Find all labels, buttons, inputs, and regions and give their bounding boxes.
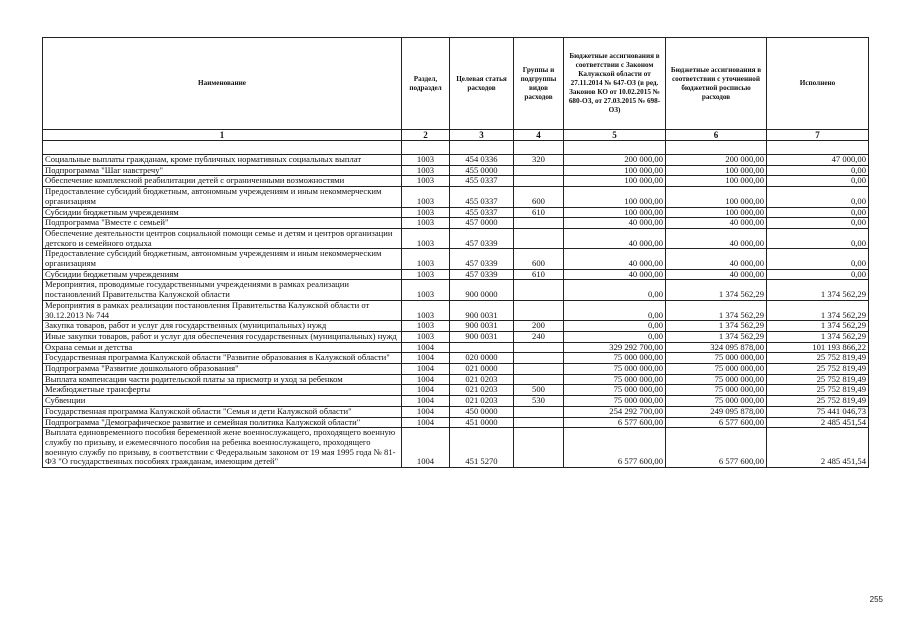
row-name: Охрана семьи и детства	[43, 342, 402, 353]
row-name: Социальные выплаты гражданам, кроме публичных нормативных социальных выплат	[43, 155, 402, 166]
row-section: 1004	[402, 374, 450, 385]
header-name: Наименование	[43, 38, 402, 130]
row-section: 1003	[402, 155, 450, 166]
row-target: 451 5270	[450, 428, 514, 468]
row-law-amount: 40 000,00	[564, 249, 666, 269]
row-name: Закупка товаров, работ и услуг для государственных (муниципальных) нужд	[43, 321, 402, 332]
column-number: 1	[43, 130, 402, 141]
table-row	[43, 300, 869, 320]
table-row	[43, 406, 869, 417]
row-refined-amount: 40 000,00	[666, 228, 767, 248]
column-number: 4	[514, 130, 564, 141]
row-section: 1003	[402, 269, 450, 280]
row-executed-amount: 0,00	[767, 249, 869, 269]
row-name: Субсидии бюджетным учреждениям	[43, 269, 402, 280]
table-row	[43, 165, 869, 176]
row-refined-amount: 1 374 562,29	[666, 331, 767, 342]
row-target: 021 0203	[450, 385, 514, 396]
row-refined-amount: 324 095 878,00	[666, 342, 767, 353]
page-number: 255	[869, 595, 883, 604]
row-name: Межбюджетные трансферты	[43, 385, 402, 396]
row-refined-amount: 1 374 562,29	[666, 300, 767, 320]
row-group	[514, 165, 564, 176]
row-group: 600	[514, 187, 564, 207]
header-row	[43, 38, 869, 130]
row-group: 530	[514, 396, 564, 407]
row-executed-amount: 1 374 562,29	[767, 321, 869, 332]
header-law: Бюджетные ассигнования в соответствии с Законом Калужской области от 27.11.2014 № 647-ОЗ (в ред. Законов КО от 10.02.2015 № 680-ОЗ, от 27.03.2015 № 698-ОЗ)	[564, 38, 666, 130]
row-section: 1003	[402, 187, 450, 207]
row-group	[514, 364, 564, 375]
row-group	[514, 417, 564, 428]
row-refined-amount: 6 577 600,00	[666, 417, 767, 428]
row-executed-amount: 0,00	[767, 187, 869, 207]
table-row	[43, 385, 869, 396]
row-name: Подпрограмма "Демографическое развитие и семейная политика Калужской области"	[43, 417, 402, 428]
row-refined-amount: 75 000 000,00	[666, 374, 767, 385]
table-row	[43, 364, 869, 375]
row-group	[514, 406, 564, 417]
row-name: Обеспечение комплексной реабилитации детей с ограниченными возможностями	[43, 176, 402, 187]
row-target: 457 0000	[450, 218, 514, 229]
row-group: 240	[514, 331, 564, 342]
row-refined-amount: 40 000,00	[666, 269, 767, 280]
row-name: Предоставление субсидий бюджетным, автономным учреждениям и иным некоммерческим организациям	[43, 187, 402, 207]
row-target: 457 0339	[450, 228, 514, 248]
row-refined-amount: 1 374 562,29	[666, 280, 767, 300]
table-row	[43, 155, 869, 166]
row-refined-amount: 100 000,00	[666, 207, 767, 218]
row-section: 1003	[402, 176, 450, 187]
row-law-amount: 40 000,00	[564, 218, 666, 229]
row-refined-amount: 75 000 000,00	[666, 364, 767, 375]
header-executed: Исполнено	[767, 38, 869, 130]
row-executed-amount: 1 374 562,29	[767, 331, 869, 342]
row-refined-amount: 1 374 562,29	[666, 321, 767, 332]
row-refined-amount: 6 577 600,00	[666, 428, 767, 468]
row-section: 1003	[402, 249, 450, 269]
row-executed-amount: 0,00	[767, 207, 869, 218]
row-law-amount: 329 292 700,00	[564, 342, 666, 353]
row-group	[514, 218, 564, 229]
row-group: 610	[514, 207, 564, 218]
row-group	[514, 228, 564, 248]
row-executed-amount: 2 485 451,54	[767, 428, 869, 468]
row-target: 900 0031	[450, 331, 514, 342]
row-target: 021 0203	[450, 396, 514, 407]
row-group	[514, 428, 564, 468]
table-row	[43, 228, 869, 248]
table-row	[43, 176, 869, 187]
table-row	[43, 218, 869, 229]
row-name: Подпрограмма "Вместе с семьей"	[43, 218, 402, 229]
row-name: Предоставление субсидий бюджетным, автономным учреждениям и иным некоммерческим организациям	[43, 249, 402, 269]
row-section: 1003	[402, 165, 450, 176]
row-target: 900 0031	[450, 300, 514, 320]
row-group	[514, 353, 564, 364]
row-executed-amount: 0,00	[767, 176, 869, 187]
row-group	[514, 342, 564, 353]
row-group	[514, 176, 564, 187]
row-name: Подпрограмма "Шаг навстречу"	[43, 165, 402, 176]
row-name: Подпрограмма "Развитие дошкольного образования"	[43, 364, 402, 375]
column-number: 7	[767, 130, 869, 141]
row-refined-amount: 75 000 000,00	[666, 385, 767, 396]
row-section: 1004	[402, 342, 450, 353]
column-number: 3	[450, 130, 514, 141]
table-row	[43, 342, 869, 353]
table-row	[43, 207, 869, 218]
table-row	[43, 280, 869, 300]
row-name: Государственная программа Калужской области "Развитие образования в Калужской области"	[43, 353, 402, 364]
row-section: 1003	[402, 228, 450, 248]
row-target: 457 0339	[450, 269, 514, 280]
table-row	[43, 417, 869, 428]
column-number: 2	[402, 130, 450, 141]
header-refined: Бюджетные ассигнования в соответствии с уточненной бюджетной росписью расходов	[666, 38, 767, 130]
row-name: Выплата компенсации части родительской платы за присмотр и уход за ребенком	[43, 374, 402, 385]
row-executed-amount: 75 441 046,73	[767, 406, 869, 417]
row-target: 455 0337	[450, 176, 514, 187]
row-name: Субвенции	[43, 396, 402, 407]
row-name: Обеспечение деятельности центров социальной помощи семье и детям и центров организации детского и семейного отдыха	[43, 228, 402, 248]
row-law-amount: 0,00	[564, 280, 666, 300]
row-target: 020 0000	[450, 353, 514, 364]
row-refined-amount: 200 000,00	[666, 155, 767, 166]
row-executed-amount: 0,00	[767, 228, 869, 248]
row-law-amount: 0,00	[564, 321, 666, 332]
row-executed-amount: 1 374 562,29	[767, 300, 869, 320]
row-law-amount: 200 000,00	[564, 155, 666, 166]
table-body	[43, 155, 869, 468]
table-row	[43, 428, 869, 468]
row-executed-amount: 25 752 819,49	[767, 353, 869, 364]
row-law-amount: 75 000 000,00	[564, 364, 666, 375]
header-section: Раздел, подраздел	[402, 38, 450, 130]
row-target: 450 0000	[450, 406, 514, 417]
row-executed-amount: 25 752 819,49	[767, 374, 869, 385]
row-law-amount: 75 000 000,00	[564, 385, 666, 396]
row-section: 1003	[402, 207, 450, 218]
row-refined-amount: 40 000,00	[666, 249, 767, 269]
row-group: 500	[514, 385, 564, 396]
row-name: Государственная программа Калужской области "Семья и дети Калужской области"	[43, 406, 402, 417]
row-refined-amount: 40 000,00	[666, 218, 767, 229]
table-row	[43, 187, 869, 207]
row-section: 1004	[402, 385, 450, 396]
row-executed-amount: 0,00	[767, 269, 869, 280]
row-section: 1004	[402, 364, 450, 375]
row-section: 1003	[402, 321, 450, 332]
row-law-amount: 100 000,00	[564, 207, 666, 218]
row-executed-amount: 25 752 819,49	[767, 364, 869, 375]
row-law-amount: 100 000,00	[564, 176, 666, 187]
row-section: 1003	[402, 218, 450, 229]
row-section: 1004	[402, 353, 450, 364]
row-executed-amount: 1 374 562,29	[767, 280, 869, 300]
row-law-amount: 75 000 000,00	[564, 396, 666, 407]
row-target: 455 0337	[450, 207, 514, 218]
table-row	[43, 353, 869, 364]
row-target: 021 0000	[450, 364, 514, 375]
row-law-amount: 0,00	[564, 300, 666, 320]
row-name: Субсидии бюджетным учреждениям	[43, 207, 402, 218]
column-number: 6	[666, 130, 767, 141]
header-target: Целевая статья расходов	[450, 38, 514, 130]
row-target: 451 0000	[450, 417, 514, 428]
row-group: 600	[514, 249, 564, 269]
row-target: 021 0203	[450, 374, 514, 385]
row-target	[450, 342, 514, 353]
row-refined-amount: 249 095 878,00	[666, 406, 767, 417]
row-target: 455 0337	[450, 187, 514, 207]
row-law-amount: 100 000,00	[564, 187, 666, 207]
row-executed-amount: 0,00	[767, 165, 869, 176]
row-target: 900 0000	[450, 280, 514, 300]
row-law-amount: 75 000 000,00	[564, 353, 666, 364]
row-section: 1003	[402, 331, 450, 342]
row-law-amount: 6 577 600,00	[564, 417, 666, 428]
row-section: 1004	[402, 396, 450, 407]
row-target: 454 0336	[450, 155, 514, 166]
table-row	[43, 269, 869, 280]
row-section: 1003	[402, 280, 450, 300]
row-refined-amount: 75 000 000,00	[666, 353, 767, 364]
row-law-amount: 100 000,00	[564, 165, 666, 176]
header-groups: Группы и подгруппы видов расходов	[514, 38, 564, 130]
row-group	[514, 374, 564, 385]
row-name: Иные закупки товаров, работ и услуг для обеспечения государственных (муниципальных) нужд	[43, 331, 402, 342]
row-executed-amount: 25 752 819,49	[767, 385, 869, 396]
budget-table	[42, 37, 869, 468]
table-row	[43, 331, 869, 342]
row-executed-amount: 47 000,00	[767, 155, 869, 166]
row-refined-amount: 75 000 000,00	[666, 396, 767, 407]
column-number-row	[43, 130, 869, 141]
row-refined-amount: 100 000,00	[666, 187, 767, 207]
row-section: 1004	[402, 417, 450, 428]
table-row	[43, 321, 869, 332]
row-name: Мероприятия в рамках реализации постановления Правительства Калужской области от 30.12.2013 № 744	[43, 300, 402, 320]
row-target: 900 0031	[450, 321, 514, 332]
row-executed-amount: 101 193 866,22	[767, 342, 869, 353]
row-group: 610	[514, 269, 564, 280]
row-section: 1004	[402, 406, 450, 417]
row-name: Выплата единовременного пособия беременной жене военнослужащего, проходящего военную службу по призыву, и ежемесячного пособия на ребенка военнослужащего, проходящего военную службу по призыву, в соответствии с Федеральным законом от 19 мая 1995 года № 81-ФЗ "О государственных пособиях гражданам, имеющим детей"	[43, 428, 402, 468]
row-section: 1004	[402, 428, 450, 468]
row-executed-amount: 0,00	[767, 218, 869, 229]
row-law-amount: 6 577 600,00	[564, 428, 666, 468]
row-group	[514, 300, 564, 320]
row-law-amount: 0,00	[564, 331, 666, 342]
row-law-amount: 40 000,00	[564, 228, 666, 248]
table-row	[43, 374, 869, 385]
row-target: 455 0000	[450, 165, 514, 176]
table-row	[43, 396, 869, 407]
row-executed-amount: 2 485 451,54	[767, 417, 869, 428]
spacer-row	[43, 141, 869, 155]
row-group: 200	[514, 321, 564, 332]
table-row	[43, 249, 869, 269]
row-group: 320	[514, 155, 564, 166]
row-refined-amount: 100 000,00	[666, 176, 767, 187]
column-number: 5	[564, 130, 666, 141]
row-law-amount: 75 000 000,00	[564, 374, 666, 385]
row-target: 457 0339	[450, 249, 514, 269]
budget-sheet	[42, 37, 868, 468]
row-law-amount: 40 000,00	[564, 269, 666, 280]
row-executed-amount: 25 752 819,49	[767, 396, 869, 407]
row-group	[514, 280, 564, 300]
row-name: Мероприятия, проводимые государственными учреждениями в рамках реализации постановлений Правительства Калужской области	[43, 280, 402, 300]
row-section: 1003	[402, 300, 450, 320]
row-refined-amount: 100 000,00	[666, 165, 767, 176]
row-law-amount: 254 292 700,00	[564, 406, 666, 417]
